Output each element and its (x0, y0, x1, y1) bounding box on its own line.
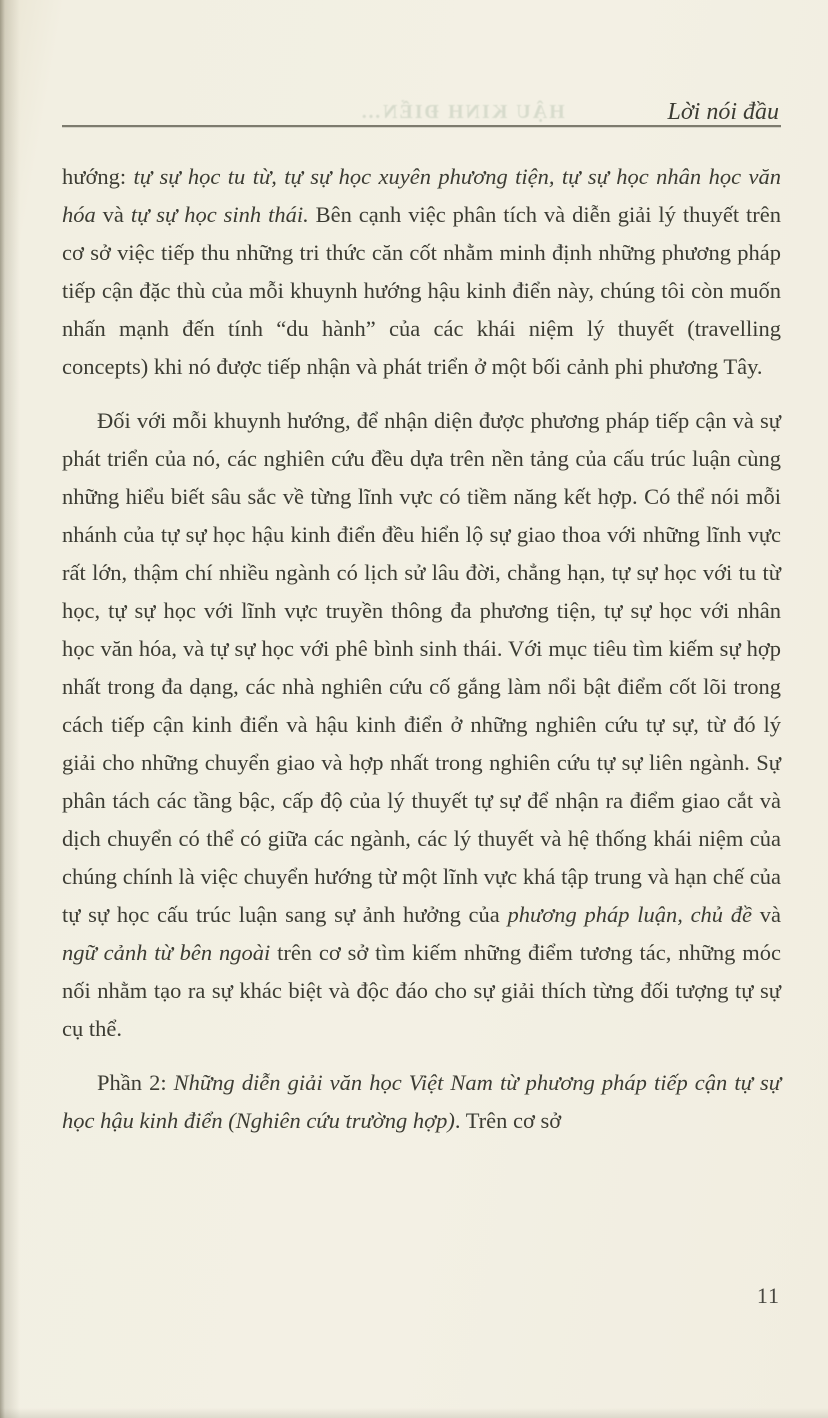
body-text (62, 158, 781, 1156)
paragraph-2-segment-5: trên cơ sở tìm kiếm những điểm tương tác, những móc nối nhằm tạo ra sự khác biệt và độc đáo cho sự giải thích từng đối tượng tự sự cụ thể. (62, 940, 781, 1041)
paragraph-2-segment-2: phương pháp luận, chủ đề (507, 902, 753, 927)
paragraph-1 (62, 158, 781, 386)
paragraph-2-segment-3: và (752, 902, 781, 927)
page-number: 11 (756, 1283, 780, 1308)
paragraph-2 (62, 402, 781, 1048)
paragraph-1-segment-1: hướng: (62, 164, 134, 189)
running-header (62, 92, 781, 126)
paragraph-3 (62, 1064, 781, 1140)
paragraph-1-segment-5: Bên cạnh việc phân tích và diễn giải lý thuyết trên cơ sở việc tiếp thu những tri thức căn cốt nhằm minh định những phương pháp tiếp cận đặc thù của mỗi khuynh hướng hậu kinh điển này, chúng tôi còn muốn nhấn mạnh đến tính “du hành” của các khái niệm lý thuyết (travelling concepts) khi nó được tiếp nhận và phát triển ở một bối cảnh phi phương Tây. (62, 202, 781, 379)
paragraph-3-segment-1: Phần 2: (97, 1070, 174, 1095)
header-rule (62, 125, 781, 128)
bleed-through-ghost-text: HẬU KINH ĐIỂN… (359, 101, 565, 123)
paragraph-3-segment-2: Những diễn giải văn học Việt Nam từ phương pháp tiếp cận tự sự học hậu kinh điển (Nghiên cứu trường hợp) (62, 1070, 781, 1133)
paragraph-1-segment-3: và (95, 202, 131, 227)
paragraph-2-segment-4: ngữ cảnh từ bên ngoài (62, 940, 271, 965)
running-header-title: Lời nói đầu (667, 99, 779, 125)
paragraph-1-segment-4: tự sự học sinh thái. (130, 202, 309, 227)
paragraph-2-segment-1: Đối với mỗi khuynh hướng, để nhận diện được phương pháp tiếp cận và sự phát triển của nó, các nghiên cứu đều dựa trên nền tảng của cấu trúc luận cùng những hiểu biết sâu sắc về từng lĩnh vực có tiềm năng kết hợp. Có thể nói mỗi nhánh của tự sự học hậu kinh điển đều hiển lộ sự giao thoa với những lĩnh vực rất lớn, thậm chí nhiều ngành có lịch sử lâu đời, chẳng hạn, tự sự học với tu từ học, tự sự học với lĩnh vực truyền thông đa phương tiện, tự sự học với nhân học văn hóa, và tự sự học với phê bình sinh thái. Với mục tiêu tìm kiếm sự hợp nhất trong đa dạng, các nhà nghiên cứu cố gắng làm nổi bật điểm cốt lõi trong cách tiếp cận kinh điển và hậu kinh điển ở những nghiên cứu tự sự, từ đó lý giải cho những chuyển giao và hợp nhất trong nghiên cứu tự sự liên ngành. Sự phân tách các tầng bậc, cấp độ của lý thuyết tự sự để nhận ra điểm giao cắt và dịch chuyển có thể có giữa các ngành, các lý thuyết và hệ thống khái niệm của chúng chính là việc chuyển hướng từ một lĩnh vực khá tập trung và hạn chế của tự sự học cấu trúc luận sang sự ảnh hưởng của (62, 408, 781, 927)
paragraph-3-segment-3: . Trên cơ sở (454, 1108, 562, 1133)
paragraph-1-segment-2: tự sự học tu từ, tự sự học xuyên phương tiện, tự sự học nhân học văn hóa (62, 164, 781, 227)
